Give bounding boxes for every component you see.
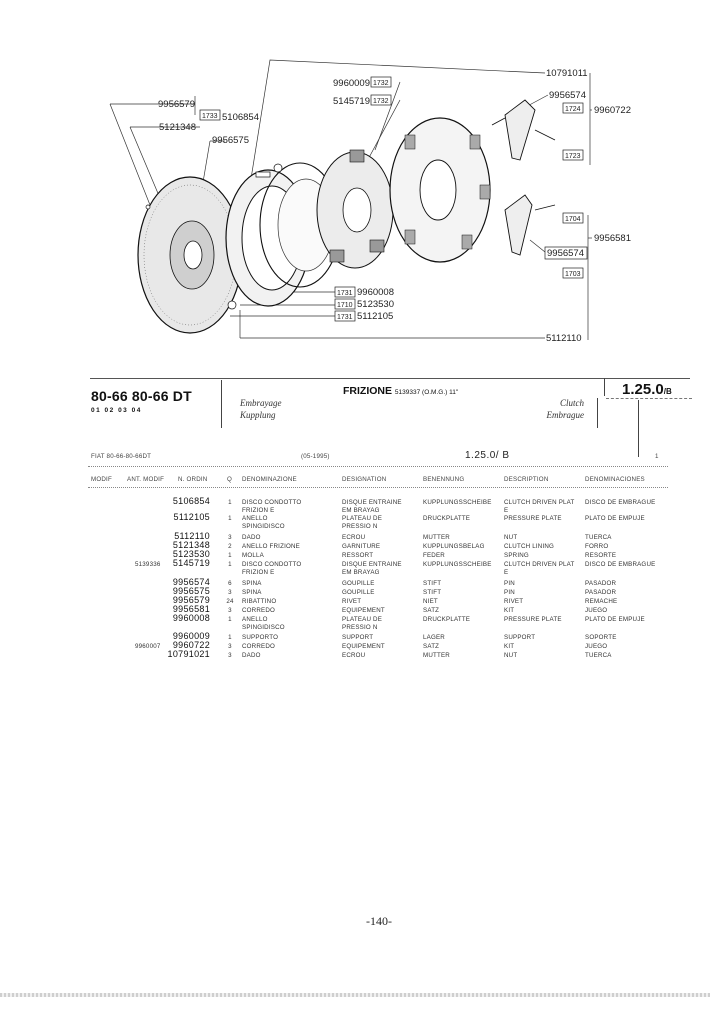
title-block-divider [597, 398, 598, 428]
col-ant-modif: ANT. MODIF [127, 476, 165, 483]
row-denominaciones: PASADOR [585, 589, 617, 596]
release-lever-drawing [492, 100, 555, 255]
row-description: NUT [504, 652, 518, 659]
callout-part-number: 10791011 [546, 68, 588, 79]
callout-part-number: 5123530 [357, 299, 394, 310]
title-en: Clutch [560, 398, 584, 408]
row-denominaciones: DISCO DE EMBRAGUE [585, 561, 656, 568]
callout-part-number: 9956574 [549, 90, 586, 101]
row-denominaciones: PASADOR [585, 580, 617, 587]
row-designation: SUPPORT [342, 634, 374, 641]
callout-part-number: 9956581 [594, 233, 631, 244]
ref-box-label: 1733 [202, 113, 218, 120]
row-part-number: 10791021 [167, 649, 210, 659]
diaphragm-spring-drawing [317, 150, 393, 268]
row-denominazione: CORREDO [242, 607, 276, 614]
row-designation: DISQUE ENTRAINE EM BRAYAG [342, 561, 402, 576]
row-part-number: 5145719 [172, 558, 210, 568]
model-codes: 01 02 03 04 [91, 407, 142, 414]
row-description: PIN [504, 580, 515, 587]
row-quantity: 1 [228, 499, 232, 506]
row-designation: DISQUE ENTRAINE EM BRAYAG [342, 499, 402, 514]
callout-part-number: 5106854 [222, 112, 259, 123]
row-benennung: DRUCKPLATTE [423, 616, 471, 623]
row-benennung: KUPPLUNGSSCHEIBE [423, 561, 492, 568]
model-title: 80-66 80-66 DT [91, 388, 192, 404]
row-quantity: 1 [228, 616, 232, 623]
ref-box-label: 1724 [565, 106, 581, 113]
title-block-top-rule [90, 378, 690, 379]
row-description: RIVET [504, 598, 524, 605]
callout-part-number: 5121348 [159, 122, 196, 133]
callout-part-number: 9960722 [594, 105, 631, 116]
row-benennung: SATZ [423, 643, 440, 650]
row-part-number: 9960008 [172, 613, 210, 623]
row-denominazione: RIBATTINO [242, 598, 277, 605]
row-denominazione: SUPPORTO [242, 634, 279, 641]
title-fr: Embrayage [240, 398, 282, 408]
row-ant-modif: 5139336 [135, 561, 161, 568]
row-description: CLUTCH DRIVEN PLAT E [504, 561, 575, 576]
row-denominaciones: DISCO DE EMBRAGUE [585, 499, 656, 506]
ref-box-label: 1704 [565, 216, 581, 223]
row-description: CLUTCH LINING [504, 543, 555, 550]
col-benennung: BENENNUNG [423, 476, 465, 483]
row-part-number: 5106854 [172, 496, 210, 506]
table-header-rule [88, 487, 668, 488]
group-title [343, 385, 458, 397]
col-description: DESCRIPTION [504, 476, 549, 483]
row-part-number: 9960009 [172, 631, 210, 641]
title-block-divider [604, 378, 605, 396]
row-quantity: 24 [226, 598, 234, 605]
callout-part-number: 9960008 [357, 287, 394, 298]
row-benennung: FEDER [423, 552, 445, 559]
row-designation: PLATEAU DE PRESSIO N [342, 515, 383, 530]
row-quantity: 3 [228, 607, 232, 614]
row-part-number: 5112105 [173, 512, 210, 522]
row-designation: GOUPILLE [342, 580, 375, 587]
row-description: SPRING [504, 552, 529, 559]
row-designation: RIVET [342, 598, 362, 605]
clutch-cover-drawing [390, 118, 490, 262]
ref-box-label: 1732 [373, 80, 389, 87]
col-denominazione: DENOMINAZIONE [242, 476, 297, 483]
row-description: NUT [504, 534, 518, 541]
title-block-divider [221, 380, 222, 428]
row-benennung: NIET [423, 598, 438, 605]
row-description: PRESSURE PLATE [504, 616, 562, 623]
ref-box-label: 1732 [373, 98, 389, 105]
ref-box-label: 1710 [337, 302, 353, 309]
row-designation: EQUIPEMENT [342, 643, 385, 650]
col-modif: MODIF [91, 476, 112, 483]
row-denominazione: SPINA [242, 580, 262, 587]
title-block-rule [606, 398, 692, 399]
callout-part-number: 9956574 [547, 248, 584, 259]
row-description: KIT [504, 643, 515, 650]
row-denominaciones: REMACHE [585, 598, 618, 605]
title-block-divider [638, 400, 639, 457]
row-denominazione: DADO [242, 534, 261, 541]
row-quantity: 3 [228, 643, 232, 650]
row-denominaciones: JUEGO [585, 643, 608, 650]
row-denominaciones: TUERCA [585, 652, 612, 659]
row-quantity: 6 [228, 580, 232, 587]
row-designation: GOUPILLE [342, 589, 375, 596]
row-designation: ECROU [342, 652, 366, 659]
row-quantity: 2 [228, 543, 232, 550]
table-date: (05-1995) [301, 453, 330, 460]
row-quantity: 1 [228, 634, 232, 641]
col-n-ordin: N. ORDIN [178, 476, 208, 483]
row-benennung: STIFT [423, 580, 442, 587]
row-denominaciones: JUEGO [585, 607, 608, 614]
row-quantity: 3 [228, 652, 232, 659]
row-quantity: 1 [228, 552, 232, 559]
title-es: Embrague [546, 410, 584, 420]
row-benennung: KUPPLUNGSSCHEIBE [423, 499, 492, 506]
row-quantity: 1 [228, 515, 232, 522]
row-part-number: 9956579 [172, 595, 210, 605]
callout-part-number: 9960009 [333, 78, 370, 89]
row-denominaciones: FORRO [585, 543, 609, 550]
row-designation: EQUIPEMENT [342, 607, 385, 614]
callout-part-number: 9956575 [212, 135, 249, 146]
row-quantity: 3 [228, 534, 232, 541]
row-part-number: 9956574 [172, 577, 210, 587]
row-denominazione: SPINA [242, 589, 262, 596]
callout-part-number: 5145719 [333, 96, 370, 107]
col-q: Q [227, 476, 233, 483]
col-denominaciones: DENOMINACIONES [585, 476, 645, 483]
row-part-number: 5112110 [174, 531, 210, 541]
row-benennung: STIFT [423, 589, 442, 596]
row-part-number: 9956575 [172, 586, 210, 596]
group-title-it: FRIZIONE [343, 385, 392, 397]
row-description: PRESSURE PLATE [504, 515, 562, 522]
group-reference-number: 1.25.0 [622, 381, 664, 398]
group-title-sub: 5139337 (O.M.G.) 11" [394, 389, 459, 396]
table-meta-rule [88, 466, 668, 467]
callout-part-number: 5112110 [546, 333, 582, 344]
row-description: CLUTCH DRIVEN PLAT E [504, 499, 575, 514]
row-designation: ECROU [342, 534, 366, 541]
row-part-number: 5123530 [172, 549, 210, 559]
row-benennung: LAGER [423, 634, 445, 641]
scan-edge-artifact [0, 993, 710, 997]
row-part-number: 5121348 [172, 540, 210, 550]
ref-box-label: 1703 [565, 271, 581, 278]
group-reference [622, 381, 672, 398]
row-denominaciones: TUERCA [585, 534, 612, 541]
table-page-index: 1 [655, 453, 659, 460]
row-denominazione: DISCO CONDOTTO FRIZION E [242, 561, 302, 576]
ref-box-label: 1731 [337, 290, 353, 297]
ref-box-label: 1723 [565, 153, 581, 160]
row-part-number: 9960722 [172, 640, 210, 650]
row-description: KIT [504, 607, 515, 614]
row-denominazione: CORREDO [242, 643, 276, 650]
row-denominaciones: RESORTE [585, 552, 617, 559]
callout-part-number: 5112105 [357, 311, 394, 322]
ref-box-label: 1731 [337, 314, 353, 321]
row-denominazione: MOLLA [242, 552, 264, 559]
row-designation: GARNITURE [342, 543, 381, 550]
exploded-clutch-diagram [0, 0, 710, 360]
row-part-number: 9956581 [172, 604, 210, 614]
clutch-driven-disc-drawing [138, 177, 242, 333]
row-benennung: KUPPLUNGSBELAG [423, 543, 485, 550]
row-benennung: SATZ [423, 607, 440, 614]
row-designation: RESSORT [342, 552, 374, 559]
row-denominazione: DISCO CONDOTTO FRIZION E [242, 499, 302, 514]
title-de: Kupplung [240, 410, 276, 420]
row-quantity: 1 [228, 561, 232, 568]
group-reference-suffix: /B [663, 387, 672, 396]
row-description: SUPPORT [504, 634, 536, 641]
callout-part-number: 9956579 [158, 99, 195, 110]
row-quantity: 3 [228, 589, 232, 596]
col-designation: DESIGNATION [342, 476, 387, 483]
row-description: PIN [504, 589, 515, 596]
table-model-line: FIAT 80-66-80-66DT [91, 453, 152, 460]
row-denominazione: ANELLO SPINGIDISCO [242, 515, 285, 530]
row-denominazione: DADO [242, 652, 261, 659]
row-benennung: DRUCKPLATTE [423, 515, 471, 522]
row-ant-modif: 9960007 [135, 643, 161, 650]
row-denominaciones: PLATO DE EMPUJE [585, 616, 645, 623]
row-benennung: MUTTER [423, 652, 450, 659]
row-denominaciones: SOPORTE [585, 634, 617, 641]
row-designation: PLATEAU DE PRESSIO N [342, 616, 383, 631]
row-benennung: MUTTER [423, 534, 450, 541]
table-reference: 1.25.0/ B [465, 450, 510, 461]
row-denominazione: ANELLO SPINGIDISCO [242, 616, 285, 631]
row-denominazione: ANELLO FRIZIONE [242, 543, 301, 550]
row-denominaciones: PLATO DE EMPUJE [585, 515, 645, 522]
page-number: -140- [366, 914, 392, 928]
